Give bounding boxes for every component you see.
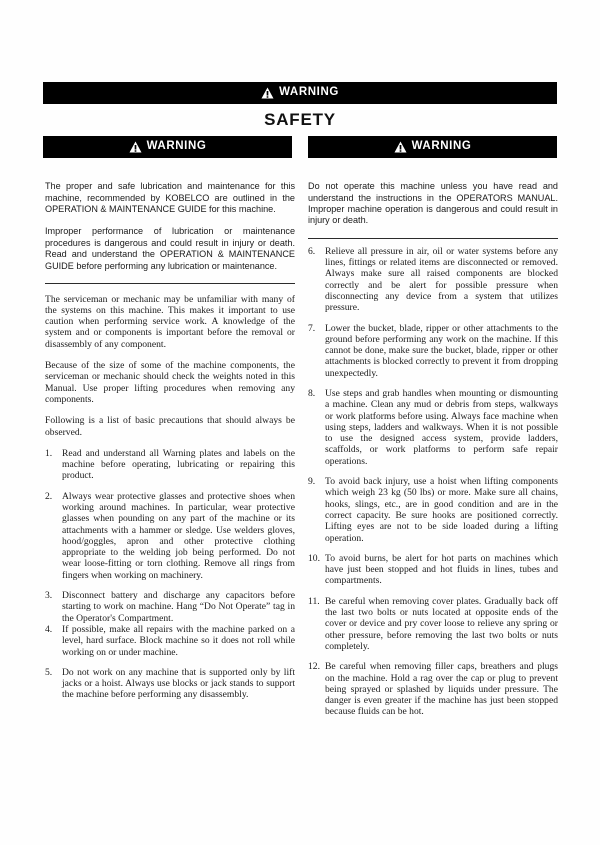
warning-banner-left-content — [129, 141, 207, 153]
left-intro-paragraph-1: The proper and safe lubrication and maintenance for this machine, recommended by KOBELCO are outlined in the OPERATION & MAINTENANCE GUIDE for this machine. — [45, 181, 295, 214]
list-item-text: Read and understand all Warning plates and labels on the machine before operating, lubricating or repairing this product. — [62, 447, 295, 482]
list-item-text: Be careful when removing cover plates. Gradually back off the last two bolts or nuts located at opposite ends of the cover or device and pry cover loose to relieve any spring or other pressure, before removing the last two bolts or nuts completely. — [325, 595, 558, 652]
left-column-divider — [45, 283, 295, 284]
list-item-text: Be careful when removing filler caps, breathers and plugs on the machine. Hold a rag over the cap or plug to prevent being sprayed or splashed by liquids under pressure. The danger is even greater if the machine has just been stopped because fluids can be hot. — [325, 661, 558, 718]
list-item — [308, 476, 558, 544]
warning-triangle-icon — [129, 141, 142, 153]
right-column — [308, 172, 558, 727]
list-item-number: 9. — [308, 476, 316, 488]
list-item-number: 11. — [308, 595, 320, 607]
warning-banner-right-content — [394, 141, 472, 153]
list-item — [45, 667, 295, 701]
right-precaution-list — [308, 246, 558, 718]
right-column-divider — [308, 238, 558, 239]
warning-banner-right-label: WARNING — [411, 140, 472, 153]
list-item — [308, 661, 558, 717]
list-item-number: 5. — [45, 666, 53, 678]
list-item — [308, 246, 558, 314]
list-item-text: Use steps and grab handles when mounting or dismounting a machine. Clean any mud or debris from steps, walkways or work platforms before using. Always face machine when using steps, ladders and walkways. When it is not possible to use the designed access system, provide ladders, scaffolds, or work platforms to perform safe repair operations. — [325, 387, 558, 467]
list-item — [308, 323, 558, 379]
list-item — [308, 553, 558, 587]
list-item-text: To avoid back injury, use a hoist when lifting components which weigh 23 kg (50 lbs) or more. Make sure all chains, hooks, slings, etc., are in good condition and are in the correct capacity. Be sure hooks are positioned correctly. Lifting eyes are not to be side loaded during a lifting operation. — [325, 476, 558, 544]
list-item-text: If possible, make all repairs with the machine parked on a level, hard surface. Block machine so it does not roll while working on or under machine. — [62, 623, 295, 658]
list-item-number: 3. — [45, 590, 53, 602]
list-item-text: Relieve all pressure in air, oil or water systems before any lines, fittings or related items are disconnected or removed. Always make sure all raised components are blocked correctly and be alert for possible pressure when disconnecting any device from a system that utilizes pressure. — [325, 245, 558, 314]
warning-triangle-icon — [394, 141, 407, 153]
left-intro-paragraph-2: Improper performance of lubrication or maintenance procedures is dangerous and could result in injury or death. Read and understand the OPERATION & MAINTENANCE GUIDE before performing any lubrication or maintenance. — [45, 226, 295, 271]
left-body-paragraph-2: Because of the size of some of the machine components, the serviceman or mechanic should check the weights noted in this Manual. Use proper lifting procedures when removing any components. — [45, 360, 295, 405]
list-item-text: Disconnect battery and discharge any capacitors before starting to work on machine. Hang “Do Not Operate” tag in the Operator's Compartment. — [62, 590, 295, 624]
list-item-number: 10. — [308, 552, 320, 564]
list-item-number: 12. — [308, 661, 320, 673]
warning-banner-right — [308, 136, 557, 158]
warning-banner-main-content — [261, 87, 339, 99]
list-item — [45, 448, 295, 482]
left-precaution-list — [45, 448, 295, 701]
list-item — [45, 491, 295, 581]
list-item-number: 7. — [308, 322, 316, 334]
list-item — [45, 590, 295, 624]
left-body-paragraph-1: The serviceman or mechanic may be unfamiliar with many of the systems on this machine. This makes it important to use caution when performing service work. A knowledge of the system and or components is important before the removal or disassembly of any component. — [45, 293, 295, 350]
list-item-number: 2. — [45, 490, 53, 502]
warning-banner-left — [43, 136, 292, 158]
list-item-number: 8. — [308, 387, 316, 399]
warning-banner-left-label: WARNING — [146, 140, 207, 153]
list-item-text: Lower the bucket, blade, ripper or other attachments to the ground before performing any work on the machine. If this cannot be done, make sure the bucket, blade, ripper or other attachments is blocked correctly to prevent it from dropping unexpectedly. — [325, 322, 558, 379]
left-body-paragraph-3: Following is a list of basic precautions that should always be observed. — [45, 415, 295, 438]
right-intro-paragraph-1: Do not operate this machine unless you have read and understand the instructions in the OPERATORS MANUAL. Improper machine operation is dangerous and could result in injury or death. — [308, 181, 558, 226]
warning-triangle-icon — [261, 87, 274, 99]
list-item-number: 1. — [45, 447, 53, 459]
warning-banner-main-label: WARNING — [279, 86, 339, 99]
warning-banner-main — [43, 82, 557, 104]
page-title: SAFETY — [264, 110, 336, 129]
list-item — [308, 388, 558, 467]
list-item-text: To avoid burns, be alert for hot parts on machines which have just been stopped and hot fluids in lines, tubes and compartments. — [325, 552, 558, 587]
list-item — [45, 624, 295, 658]
list-item — [308, 596, 558, 652]
list-item-text: Do not work on any machine that is supported only by lift jacks or a hoist. Always use blocks or jack stands to support the machine before performing any disassembly. — [62, 666, 295, 701]
list-item-number: 4. — [45, 623, 53, 635]
list-item-number: 6. — [308, 245, 316, 257]
list-item-text: Always wear protective glasses and protective shoes when working around machines. In particular, wear protective glasses when pounding on any part of the machine or its attachments with a hammer or sledge. Use welders gloves, hood/goggles, apron and other protective clothing appropriate to the welding job being performed. Do not wear loose-fitting or torn clothing. Remove all rings from fingers when working on machinery. — [62, 490, 295, 581]
left-column — [45, 172, 295, 710]
